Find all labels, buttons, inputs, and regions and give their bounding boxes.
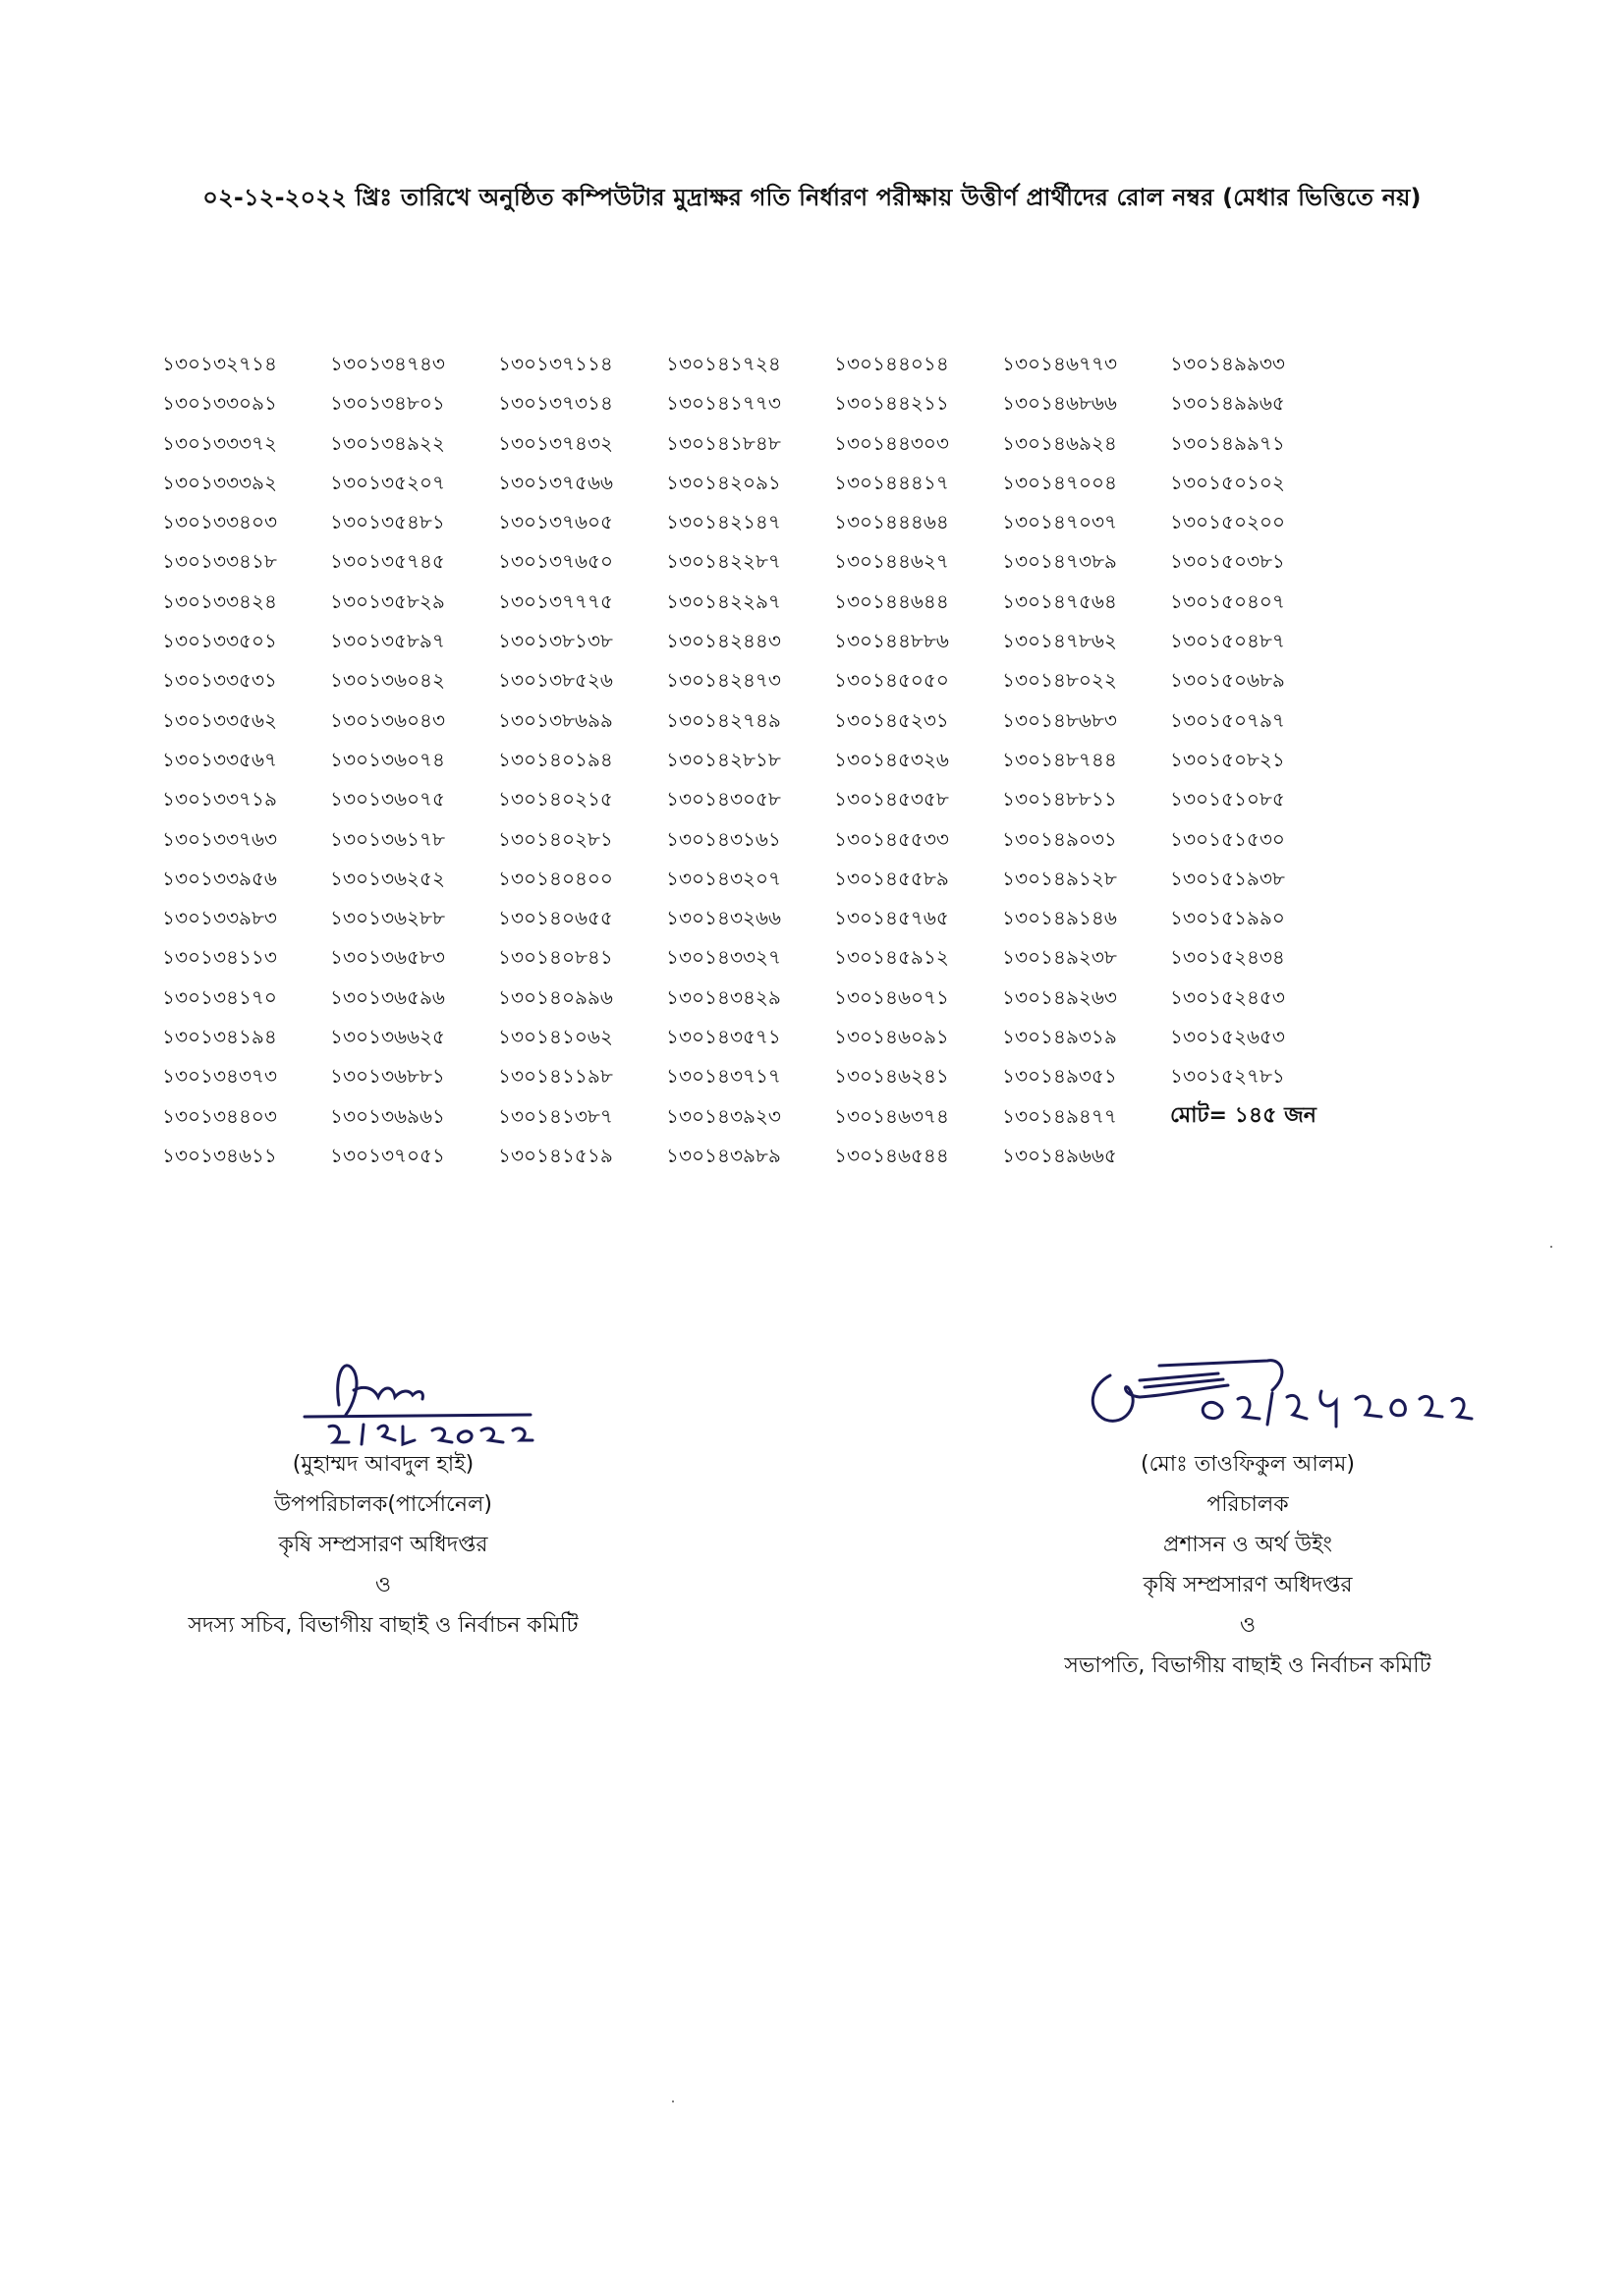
roll-number: ১৩০১৪০৯৯৬ [498, 984, 613, 1009]
roll-number: ১৩০১৪৯৯৩৩ [1170, 352, 1285, 375]
conjunction: ও [374, 1573, 392, 1597]
roll-number: ১৩০১৪১৮৪৮ [666, 430, 781, 455]
roll-number: ১৩০১৩৪৮০১ [330, 391, 445, 416]
roll-number: ১৩০১৪৩২৬৬ [666, 906, 781, 930]
roll-number: ১৩০১৪৫৫৮৯ [834, 866, 949, 890]
roll-number: ১৩০১৪০২৮১ [498, 826, 613, 851]
roll-number: ১৩০১৪৩৭১৭ [666, 1064, 781, 1089]
roll-number: ১৩০১৫০৬৮৯ [1170, 668, 1285, 693]
handwritten-signature-right [1071, 1336, 1474, 1454]
roll-number: ১৩০১৪৩৫৭১ [666, 1025, 781, 1049]
roll-number: ১৩০১৩৮৫২৬ [498, 668, 613, 693]
handwritten-signature-left [285, 1346, 540, 1454]
roll-number: ১৩০১৩৪৩৭৩ [162, 1064, 277, 1089]
roll-number: ১৩০১৩৪১৭০ [162, 984, 277, 1009]
roll-number: ১৩০১৫০১০২ [1170, 470, 1285, 494]
roll-number: ১৩০১৩৩৫০১ [162, 629, 277, 653]
roll-number: ১৩০১৩৬২৫২ [330, 866, 445, 890]
roll-number: ১৩০১৪২০৯১ [666, 470, 781, 494]
roll-number: ১৩০১৩৬০৪২ [330, 668, 445, 693]
roll-number: ১৩০১৪৯৯৬৫ [1170, 391, 1285, 416]
roll-number: ১৩০১৫০৭৯৭ [1170, 707, 1285, 732]
roll-number: ১৩০১৩৭৭৭৫ [498, 588, 613, 613]
roll-number: ১৩০১৫০৮২১ [1170, 747, 1285, 771]
roll-number: ১৩০১৪৪২১১ [834, 391, 949, 416]
roll-number: ১৩০১৪০২১৫ [498, 787, 613, 812]
roll-number: ১৩০১৪৩৩২৭ [666, 945, 781, 970]
roll-number: ১৩০১৩৬০৪৩ [330, 707, 445, 732]
roll-number: ১৩০১৩৮১৩৮ [498, 629, 613, 653]
roll-number: ১৩০১৪৬৯২৪ [1002, 430, 1117, 455]
signatory-wing: প্রশাসন ও অর্থ উইং [1162, 1533, 1332, 1557]
roll-number: ১৩০১৪৪০১৪ [834, 352, 949, 375]
roll-number: ১৩০১৪৪৮৮৬ [834, 629, 949, 653]
roll-number: ১৩০১৩৪১১৩ [162, 945, 277, 970]
roll-number: ১৩০১৫১৫৩০ [1170, 826, 1285, 851]
roll-number: ১৩০১৪৪৬৪৪ [834, 588, 949, 613]
roll-number: ১৩০১৩৩৩৭২ [162, 430, 277, 455]
roll-number: ১৩০১৪৯৩১৯ [1002, 1025, 1117, 1049]
roll-number: ১৩০১৪১৭২৪ [666, 352, 781, 375]
roll-number: ১৩০১৩৭৬৫০ [498, 549, 613, 574]
roll-number: ১৩০১৪৭০৩৭ [1002, 510, 1117, 534]
roll-number: ১৩০১৪৬২৪১ [834, 1064, 949, 1089]
signature-block-left [128, 1444, 639, 1646]
roll-number: ১৩০১৩৬৯৬১ [330, 1103, 445, 1128]
roll-number: ১৩০১৪৩২০৭ [666, 866, 781, 890]
roll-number: ১৩০১৪০৮৪১ [498, 945, 613, 970]
roll-number: ১৩০১৪২৮১৮ [666, 747, 781, 771]
roll-number: ১৩০১৪৩০৫৮ [666, 787, 781, 812]
roll-number: ১৩০১৪২৪৪৩ [666, 629, 781, 653]
roll-number: ১৩০১৪০১৯৪ [498, 747, 613, 771]
roll-number: ১৩০১৪৯০৩১ [1002, 826, 1117, 851]
scan-speck [1550, 1246, 1552, 1248]
roll-number: ১৩০১৪৯১২৮ [1002, 866, 1117, 890]
roll-number: ১৩০১৩৮৬৯৯ [498, 707, 613, 732]
conjunction: ও [1239, 1613, 1257, 1638]
roll-number: ১৩০১৩৩৪১৮ [162, 549, 277, 574]
roll-number: ১৩০১৩৩৭১৯ [162, 787, 277, 812]
roll-column-2 [330, 344, 497, 1175]
roll-number: ১৩০১৩৫২০৭ [330, 470, 445, 494]
roll-number: ১৩০১৩৬৮৮১ [330, 1064, 445, 1089]
roll-number: ১৩০১৩৩৪২৪ [162, 588, 277, 613]
roll-number: ১৩০১৪৭৩৮৯ [1002, 549, 1117, 574]
roll-column-3 [498, 344, 665, 1175]
roll-number: ১৩০১৩৩৫৬২ [162, 707, 277, 732]
roll-number: ১৩০১৪৩১৬১ [666, 826, 781, 851]
roll-number: ১৩০১৪২২৯৭ [666, 588, 781, 613]
roll-number: ১৩০১৪৪৩০৩ [834, 430, 949, 455]
roll-number: ১৩০১৩৬৫৯৬ [330, 984, 445, 1009]
roll-number: ১৩০১৪৬৫৪৪ [834, 1143, 949, 1167]
roll-number: ১৩০১৫২৪৫৩ [1170, 984, 1285, 1009]
roll-number: ১৩০১৩৩৩৯২ [162, 470, 277, 494]
roll-number: ১৩০১৪১৫১৯ [498, 1143, 613, 1167]
roll-number: ১৩০১৪৯৪৭৭ [1002, 1103, 1117, 1128]
roll-number: ১৩০১৩৫৭৪৫ [330, 549, 445, 574]
roll-number: ১৩০১৩৩৯৮৩ [162, 906, 277, 930]
roll-number: ১৩০১৪৯২৩৮ [1002, 945, 1117, 970]
roll-number: ১৩০১৪৫৯১২ [834, 945, 949, 970]
roll-number: ১৩০১৪৮৮১১ [1002, 787, 1117, 812]
document-title: ০২-১২-২০২২ খ্রিঃ তারিখে অনুষ্ঠিত কম্পিউটার মুদ্রাক্ষর গতি নির্ধারণ পরীক্ষায় উত্তীর্ণ প্রার্থীদের রোল নম্বর (মেধার ভিত্তিতে নয়) [202, 184, 1422, 211]
roll-number: ১৩০১৪৩৯২৩ [666, 1103, 781, 1128]
roll-column-6 [1002, 344, 1169, 1175]
roll-number: ১৩০১৪৩৯৮৯ [666, 1143, 781, 1167]
roll-number: ১৩০১৫১০৮৫ [1170, 787, 1285, 812]
signatory-committee-role: সভাপতি, বিভাগীয় বাছাই ও নির্বাচন কমিটি [1064, 1653, 1431, 1678]
roll-number: ১৩০১৪৪৬২৭ [834, 549, 949, 574]
roll-number: ১৩০১৩৭৬০৫ [498, 510, 613, 534]
roll-column-7 [1170, 344, 1337, 1136]
roll-number: ১৩০১৪৬৭৭৩ [1002, 352, 1117, 375]
signatory-name: (মুহাম্মদ আবদুল হাই) [292, 1452, 475, 1477]
signatory-office: কৃষি সম্প্রসারণ অধিদপ্তর [1143, 1573, 1353, 1597]
roll-number: ১৩০১৩৫৮৯৭ [330, 629, 445, 653]
roll-number: ১৩০১৪৯১৪৬ [1002, 906, 1117, 930]
roll-column-1 [162, 344, 329, 1175]
roll-number: ১৩০১৫০৪০৭ [1170, 588, 1285, 613]
roll-number: ১৩০১৪৪৪১৭ [834, 470, 949, 494]
roll-number: ১৩০১৪৮৬৮৩ [1002, 707, 1117, 732]
roll-number: ১৩০১৪২৪৭৩ [666, 668, 781, 693]
roll-number: ১৩০১৩৩৫৩১ [162, 668, 277, 693]
roll-number: ১৩০১৩৬৫৮৩ [330, 945, 445, 970]
roll-number: ১৩০১৩৩৭৬৩ [162, 826, 277, 851]
roll-number: ১৩০১৩৭৫৬৬ [498, 470, 613, 494]
scan-speck [672, 2100, 674, 2102]
roll-number: ১৩০১৪৭৮৬২ [1002, 629, 1117, 653]
signatory-office: কৃষি সম্প্রসারণ অধিদপ্তর [278, 1533, 488, 1557]
roll-number: ১৩০১৪৬৩৭৪ [834, 1103, 949, 1128]
signatory-designation: পরিচালক [1206, 1492, 1289, 1517]
roll-number: ১৩০১৪৭৫৬৪ [1002, 588, 1117, 613]
roll-number: ১৩০১৫০৪৮৭ [1170, 629, 1285, 653]
roll-number: ১৩০১৩৪৪০৩ [162, 1103, 277, 1128]
roll-number: ১৩০১৪১৩৮৭ [498, 1103, 613, 1128]
roll-number: ১৩০১৪০৪০০ [498, 866, 613, 890]
roll-number: ১৩০১৪৬৮৬৬ [1002, 391, 1117, 416]
roll-number: ১৩০১৫০৩৮১ [1170, 549, 1285, 574]
roll-number: ১৩০১৩৬১৭৮ [330, 826, 445, 851]
roll-number: ১৩০১৪৫০৫০ [834, 668, 949, 693]
roll-number: ১৩০১৪২৭৪৯ [666, 707, 781, 732]
roll-column-5 [834, 344, 1001, 1175]
roll-number: ১৩০১৩৬০৭৪ [330, 747, 445, 771]
roll-number: ১৩০১৪৮০২২ [1002, 668, 1117, 693]
roll-number: ১৩০১৪৩৪২৯ [666, 984, 781, 1009]
roll-number: ১৩০১৪৭০০৪ [1002, 470, 1117, 494]
signature-block-right [982, 1444, 1513, 1686]
roll-number: ১৩০১৫২৭৮১ [1170, 1064, 1285, 1089]
roll-number: ১৩০১৪৬০৯১ [834, 1025, 949, 1049]
roll-number: ১৩০১৪৫৫৩৩ [834, 826, 949, 851]
roll-number: ১৩০১৪১০৬২ [498, 1025, 613, 1049]
roll-number: ১৩০১৩৫৮২৯ [330, 588, 445, 613]
signatory-name: (মোঃ তাওফিকুল আলম) [1141, 1452, 1355, 1477]
roll-number: ১৩০১৪০৬৫৫ [498, 906, 613, 930]
roll-number: ১৩০১৩৪৬১১ [162, 1143, 277, 1167]
roll-number: ১৩০১৪৫৭৬৫ [834, 906, 949, 930]
roll-number: ১৩০১৫০২০০ [1170, 510, 1285, 534]
roll-number: ১৩০১৪২১৪৭ [666, 510, 781, 534]
roll-column-4 [666, 344, 833, 1175]
roll-number: ১৩০১৪৯২৬৩ [1002, 984, 1117, 1009]
roll-number: ১৩০১৩৩৪০৩ [162, 510, 277, 534]
roll-number: ১৩০১৪৮৭৪৪ [1002, 747, 1117, 771]
roll-number: ১৩০১৫১৯৩৮ [1170, 866, 1285, 890]
roll-number: ১৩০১৪৫২৩১ [834, 707, 949, 732]
total-count: মোট= ১৪৫ জন [1170, 1102, 1316, 1128]
roll-number: ১৩০১৫২৪৩৪ [1170, 945, 1285, 970]
roll-number: ১৩০১৩৩০৯১ [162, 391, 277, 416]
roll-number: ১৩০১৩৭৪৩২ [498, 430, 613, 455]
roll-number: ১৩০১৩২৭১৪ [162, 352, 277, 375]
roll-number: ১৩০১৩৫৪৮১ [330, 510, 445, 534]
roll-number: ১৩০১৪৪৪৬৪ [834, 510, 949, 534]
roll-number: ১৩০১৪১১৯৮ [498, 1064, 613, 1089]
roll-number: ১৩০১৩৬০৭৫ [330, 787, 445, 812]
roll-number: ১৩০১৩৭০৫১ [330, 1143, 445, 1167]
roll-number: ১৩০১৪৯৬৬৫ [1002, 1143, 1117, 1167]
roll-number: ১৩০১৩৭১১৪ [498, 352, 613, 375]
signatory-designation: উপপরিচালক(পার্সোনেল) [273, 1492, 493, 1517]
roll-number: ১৩০১৩৬২৮৮ [330, 906, 445, 930]
roll-number: ১৩০১৪৫৩২৬ [834, 747, 949, 771]
roll-number: ১৩০১৪৬০৭১ [834, 984, 949, 1009]
roll-number: ১৩০১৫১৯৯০ [1170, 906, 1285, 930]
signatory-committee-role: সদস্য সচিব, বিভাগীয় বাছাই ও নির্বাচন কমিটি [188, 1613, 579, 1638]
roll-number: ১৩০১৪৯৩৫১ [1002, 1064, 1117, 1089]
roll-number: ১৩০১৩৭৩১৪ [498, 391, 613, 416]
roll-number: ১৩০১৩৪৭৪৩ [330, 352, 445, 375]
roll-number: ১৩০১৩৩৯৫৬ [162, 866, 277, 890]
roll-number: ১৩০১৪২২৮৭ [666, 549, 781, 574]
roll-number: ১৩০১৪৫৩৫৮ [834, 787, 949, 812]
roll-number: ১৩০১৪১৭৭৩ [666, 391, 781, 416]
roll-number: ১৩০১৩৪৯২২ [330, 430, 445, 455]
roll-number: ১৩০১৩৪১৯৪ [162, 1025, 277, 1049]
roll-number: ১৩০১৩৬৬২৫ [330, 1025, 445, 1049]
roll-number: ১৩০১৩৩৫৬৭ [162, 747, 277, 771]
roll-number: ১৩০১৪৯৯৭১ [1170, 430, 1285, 455]
roll-number: ১৩০১৫২৬৫৩ [1170, 1025, 1285, 1049]
